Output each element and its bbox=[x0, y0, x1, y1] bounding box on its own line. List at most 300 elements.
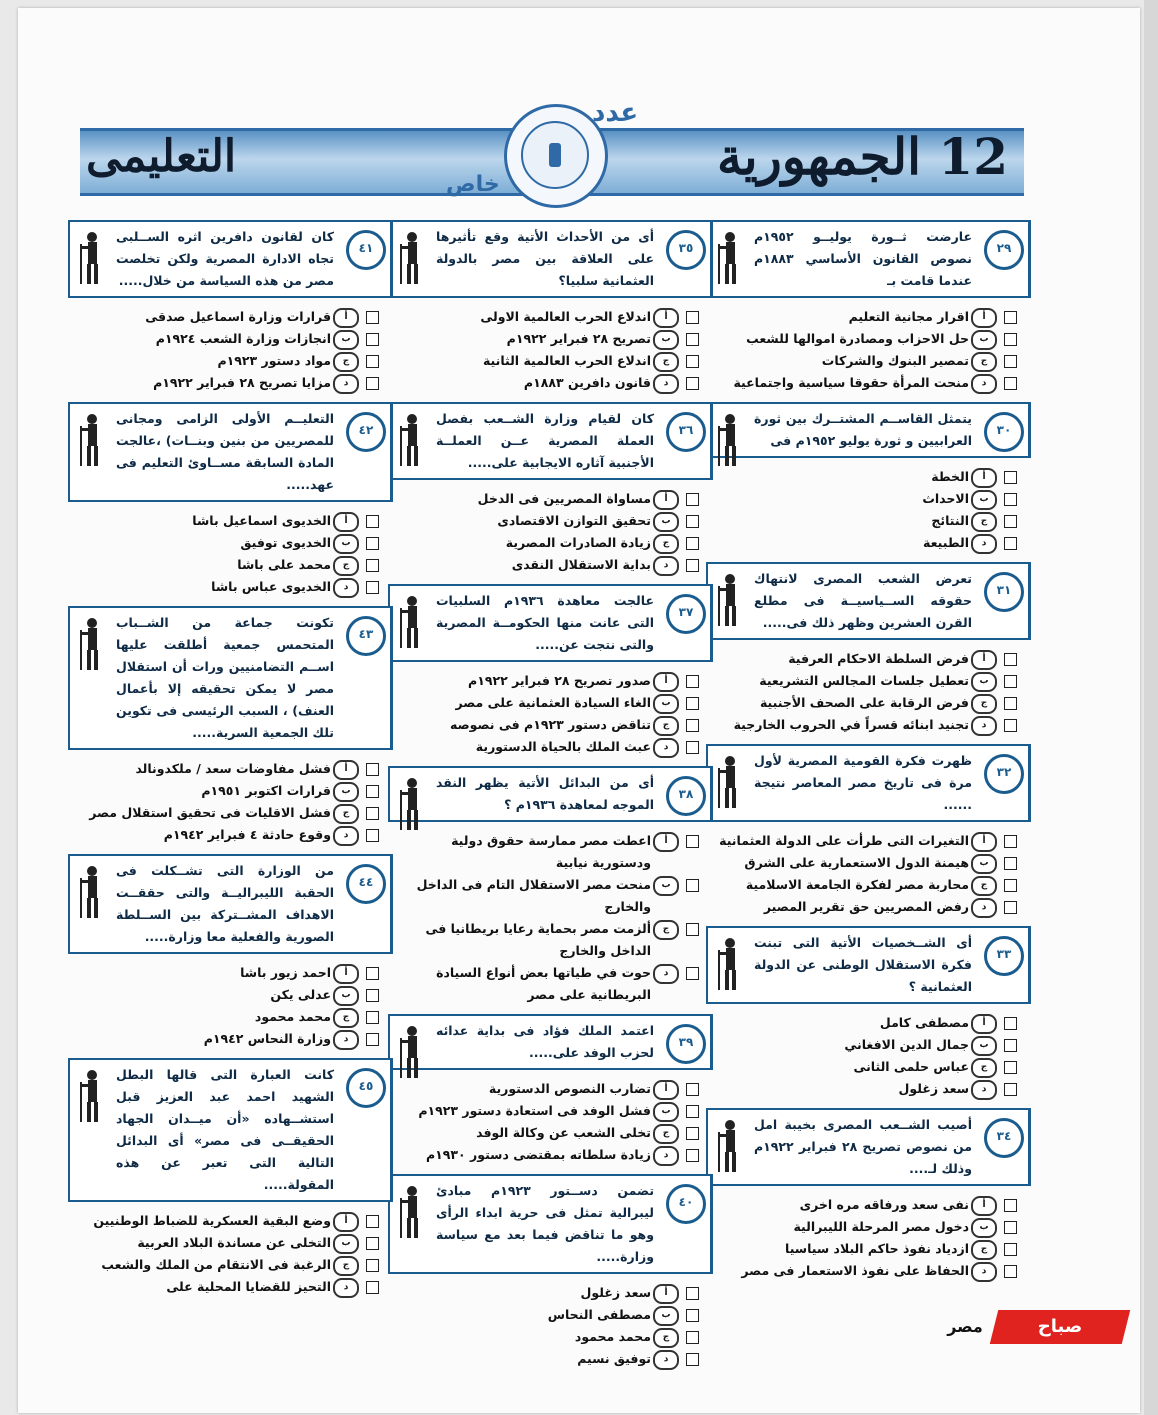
answer-option[interactable] bbox=[388, 670, 713, 692]
options-list bbox=[388, 670, 713, 758]
pharaoh-icon bbox=[396, 230, 426, 286]
checkbox-icon[interactable] bbox=[1004, 653, 1017, 666]
checkbox-icon[interactable] bbox=[366, 785, 379, 798]
option-text: فشل الاقليات فى تحقيق استقلال مصر bbox=[89, 805, 331, 820]
option-text: تخلى الشعب عن وكالة الوفد bbox=[476, 1125, 651, 1140]
checkbox-icon[interactable] bbox=[366, 763, 379, 776]
option-letter: أ bbox=[653, 1080, 679, 1100]
question-text: يتمثل القاســم المشتــرك بين ثورة العرابيين و ثورة يوليو ١٩٥٢م فى bbox=[754, 411, 972, 448]
checkbox-icon[interactable] bbox=[1004, 1221, 1017, 1234]
pharaoh-icon bbox=[396, 776, 426, 832]
column-middle bbox=[388, 220, 713, 1378]
option-text: زيادة سلطاته بمقتضى دستور ١٩٣٠م bbox=[425, 1147, 651, 1162]
question-text: أصيب الشــعب المصرى بخيبة امل من نصوص تصريح ٢٨ فبراير ١٩٢٢م وذلك لـ.... bbox=[754, 1117, 972, 1176]
answer-option[interactable] bbox=[388, 1144, 713, 1166]
question-number-badge: ٤٢ bbox=[346, 412, 386, 452]
option-letter: ج bbox=[333, 556, 359, 576]
option-letter: ب bbox=[333, 1234, 359, 1254]
header-adad: عدد bbox=[592, 98, 639, 128]
question-box bbox=[706, 402, 1031, 458]
answer-option[interactable] bbox=[68, 350, 393, 372]
option-letter: ب bbox=[333, 782, 359, 802]
option-text: تمصير البنوك والشركات bbox=[821, 353, 969, 368]
option-letter: د bbox=[971, 1080, 997, 1100]
answer-option[interactable] bbox=[706, 1056, 1031, 1078]
option-letter: د bbox=[653, 1146, 679, 1166]
answer-option[interactable] bbox=[388, 554, 713, 576]
answer-option[interactable] bbox=[68, 824, 393, 846]
checkbox-icon[interactable] bbox=[366, 377, 379, 390]
answer-option[interactable] bbox=[706, 1194, 1031, 1216]
answer-option[interactable] bbox=[706, 852, 1031, 874]
checkbox-icon[interactable] bbox=[366, 989, 379, 1002]
option-text: سعد زغلول bbox=[898, 1081, 969, 1096]
option-letter: ب bbox=[971, 490, 997, 510]
checkbox-icon[interactable] bbox=[1004, 1061, 1017, 1074]
pharaoh-icon bbox=[76, 412, 106, 468]
options-list bbox=[388, 1282, 713, 1370]
option-letter: ج bbox=[971, 694, 997, 714]
option-text: تجنيد ابنائه قسراً في الحروب الخارجية bbox=[733, 717, 969, 732]
answer-option[interactable] bbox=[388, 1326, 713, 1348]
option-text: وقوع حادثة ٤ فبراير ١٩٤٢م bbox=[163, 827, 331, 842]
checkbox-icon[interactable] bbox=[686, 311, 699, 324]
option-letter: ب bbox=[971, 854, 997, 874]
answer-option[interactable] bbox=[706, 874, 1031, 896]
question-number-badge: ٣٤ bbox=[984, 1118, 1024, 1158]
option-letter: ج bbox=[653, 1124, 679, 1144]
answer-option[interactable] bbox=[706, 648, 1031, 670]
answer-option[interactable] bbox=[388, 1078, 713, 1100]
answer-option[interactable] bbox=[706, 488, 1031, 510]
question-text: تعرض الشعب المصرى لانتهاك حقوقه الســياسيــة فى مطلع القرن العشرين وظهر ذلك فى..... bbox=[754, 571, 972, 630]
checkbox-icon[interactable] bbox=[686, 1287, 699, 1300]
question-text: أى من البدائل الأتية يظهر النقد الموجه لمعاهدة ١٩٣٦م ؟ bbox=[436, 775, 654, 812]
question-text: اعتمد الملك فؤاد فى بداية عدائه لحزب الوفد على..... bbox=[436, 1023, 654, 1060]
question-box bbox=[388, 584, 713, 662]
checkbox-icon[interactable] bbox=[1004, 1083, 1017, 1096]
checkbox-icon[interactable] bbox=[366, 807, 379, 820]
eagle-icon bbox=[549, 143, 561, 167]
answer-option[interactable] bbox=[68, 1254, 393, 1276]
checkbox-icon[interactable] bbox=[686, 1083, 699, 1096]
option-text: نفى سعد ورفاقه مره اخرى bbox=[799, 1197, 969, 1212]
option-letter: أ bbox=[971, 308, 997, 328]
pharaoh-icon bbox=[76, 616, 106, 672]
option-letter: د bbox=[653, 1350, 679, 1370]
checkbox-icon[interactable] bbox=[686, 1309, 699, 1322]
question-number-badge: ٤١ bbox=[346, 230, 386, 270]
question-number-badge: ٤٠ bbox=[666, 1184, 706, 1224]
answer-option[interactable] bbox=[388, 1348, 713, 1370]
checkbox-icon[interactable] bbox=[366, 1033, 379, 1046]
answer-option[interactable] bbox=[388, 918, 713, 962]
checkbox-icon[interactable] bbox=[686, 559, 699, 572]
answer-option[interactable] bbox=[388, 714, 713, 736]
options-list bbox=[706, 306, 1031, 394]
checkbox-icon[interactable] bbox=[686, 1353, 699, 1366]
pharaoh-icon bbox=[76, 864, 106, 920]
answer-option[interactable] bbox=[388, 1100, 713, 1122]
question-box bbox=[388, 766, 713, 822]
question-text: عالجت معاهدة ١٩٣٦م السلبيات التى عانت منها الحكومــة المصرية والتى نتجت عن..... bbox=[436, 593, 654, 652]
checkbox-icon[interactable] bbox=[1004, 1265, 1017, 1278]
option-letter: د bbox=[653, 964, 679, 984]
options-list bbox=[68, 1210, 393, 1298]
checkbox-icon[interactable] bbox=[1004, 675, 1017, 688]
options-list bbox=[388, 306, 713, 394]
checkbox-icon[interactable] bbox=[1004, 719, 1017, 732]
answer-option[interactable] bbox=[706, 466, 1031, 488]
pharaoh-icon bbox=[714, 572, 744, 628]
checkbox-icon[interactable] bbox=[686, 719, 699, 732]
option-text: فرض السلطة الاحكام العرفية bbox=[788, 651, 969, 666]
question-text: تضمن دســتور ١٩٢٣م مبادئ ليبرالية تمثل فى حرية ابداء الرأى وهو ما تناقض فيما بعد مع سياسة وزارة..... bbox=[436, 1183, 655, 1264]
pharaoh-icon bbox=[396, 594, 426, 650]
option-text: قرارات وزارة اسماعيل صدقى bbox=[145, 309, 331, 324]
answer-option[interactable] bbox=[706, 1216, 1031, 1238]
checkbox-icon[interactable] bbox=[1004, 697, 1017, 710]
watermark-brand2: مصر bbox=[947, 1317, 983, 1336]
options-list bbox=[388, 1078, 713, 1166]
checkbox-icon[interactable] bbox=[686, 741, 699, 754]
option-text: فشل الوفد فى استعادة دستور ١٩٢٣م bbox=[418, 1103, 651, 1118]
checkbox-icon[interactable] bbox=[1004, 1039, 1017, 1052]
option-text: عباس حلمى الثانى bbox=[853, 1059, 969, 1074]
answer-option[interactable] bbox=[706, 372, 1031, 394]
option-letter: ب bbox=[653, 512, 679, 532]
option-text: الخديوى توفيق bbox=[240, 535, 331, 550]
checkbox-icon[interactable] bbox=[1004, 1017, 1017, 1030]
pharaoh-icon bbox=[714, 754, 744, 810]
answer-option[interactable] bbox=[706, 306, 1031, 328]
option-letter: أ bbox=[333, 964, 359, 984]
option-letter: ج bbox=[653, 352, 679, 372]
answer-option[interactable] bbox=[388, 488, 713, 510]
checkbox-icon[interactable] bbox=[366, 311, 379, 324]
option-text: جمال الدين الافغاني bbox=[844, 1037, 969, 1052]
answer-option[interactable] bbox=[706, 1012, 1031, 1034]
question-number-badge: ٣٩ bbox=[666, 1024, 706, 1064]
option-text: قرارات اكتوبر ١٩٥١م bbox=[201, 783, 331, 798]
checkbox-icon[interactable] bbox=[366, 515, 379, 528]
answer-option[interactable] bbox=[706, 1078, 1031, 1100]
checkbox-icon[interactable] bbox=[366, 581, 379, 594]
option-text: اندلاع الحرب العالمية الثانية bbox=[482, 353, 651, 368]
column-left bbox=[68, 220, 393, 1306]
option-letter: أ bbox=[653, 490, 679, 510]
header-banner bbox=[80, 98, 1024, 206]
option-text: النتائج bbox=[931, 513, 969, 528]
answer-option[interactable] bbox=[706, 1260, 1031, 1282]
answer-option[interactable] bbox=[388, 306, 713, 328]
question-number-badge: ٣٣ bbox=[984, 936, 1024, 976]
question-number-badge: ٣١ bbox=[984, 572, 1024, 612]
answer-option[interactable] bbox=[388, 830, 713, 874]
checkbox-icon[interactable] bbox=[366, 1011, 379, 1024]
question-number-badge: ٣٨ bbox=[666, 776, 706, 816]
option-letter: أ bbox=[653, 308, 679, 328]
answer-option[interactable] bbox=[388, 736, 713, 758]
question-box bbox=[68, 220, 393, 298]
answer-option[interactable] bbox=[68, 372, 393, 394]
option-text: وضع البقية العسكرية للضباط الوطنيين bbox=[93, 1213, 331, 1228]
checkbox-icon[interactable] bbox=[1004, 333, 1017, 346]
option-text: محمد على باشا bbox=[237, 557, 331, 572]
answer-option[interactable] bbox=[388, 350, 713, 372]
option-letter: ج bbox=[971, 876, 997, 896]
option-letter: أ bbox=[333, 760, 359, 780]
options-list bbox=[68, 758, 393, 846]
question-text: تكونت جماعة من الشــباب المتحمس جمعية أطلقت عليها اســم التضامنيين ورات أن استقلال مصر لا يمكن تحقيقه إلا بأعمال العنف) ، السبب الرئيسى فى تكوين تلك الجمعية السرية..... bbox=[116, 615, 334, 740]
option-letter: د bbox=[653, 374, 679, 394]
checkbox-icon[interactable] bbox=[1004, 1199, 1017, 1212]
answer-option[interactable] bbox=[388, 328, 713, 350]
option-text: ألزمت مصر بحماية رعايا بريطانيا فى الداخل والخارج bbox=[425, 921, 651, 958]
checkbox-icon[interactable] bbox=[1004, 901, 1017, 914]
answer-option[interactable] bbox=[388, 1122, 713, 1144]
answer-option[interactable] bbox=[68, 1276, 393, 1298]
answer-option[interactable] bbox=[706, 350, 1031, 372]
checkbox-icon[interactable] bbox=[1004, 1243, 1017, 1256]
checkbox-icon[interactable] bbox=[366, 829, 379, 842]
question-box bbox=[706, 562, 1031, 640]
checkbox-icon[interactable] bbox=[366, 1215, 379, 1228]
answer-option[interactable] bbox=[68, 532, 393, 554]
answer-option[interactable] bbox=[68, 510, 393, 532]
question-text: عارضت ثــورة يوليــو ١٩٥٢م نصوص القانون الأساسي ١٨٨٣م عندما قامت بـ bbox=[754, 229, 972, 288]
option-text: عبث الملك بالحياة الدستورية bbox=[475, 739, 651, 754]
checkbox-icon[interactable] bbox=[686, 377, 699, 390]
pharaoh-icon bbox=[76, 230, 106, 286]
checkbox-icon[interactable] bbox=[1004, 515, 1017, 528]
question-number-badge: ٣٢ bbox=[984, 754, 1024, 794]
checkbox-icon[interactable] bbox=[1004, 493, 1017, 506]
question-box bbox=[388, 1014, 713, 1070]
option-text: حوت في طياتها بعض أنواع السيادة البريطانية على مصر bbox=[436, 965, 651, 1002]
checkbox-icon[interactable] bbox=[686, 675, 699, 688]
pharaoh-icon bbox=[396, 412, 426, 468]
checkbox-icon[interactable] bbox=[686, 515, 699, 528]
pharaoh-icon bbox=[396, 1184, 426, 1240]
answer-option[interactable] bbox=[68, 984, 393, 1006]
answer-option[interactable] bbox=[706, 670, 1031, 692]
answer-option[interactable] bbox=[388, 692, 713, 714]
option-letter: ب bbox=[333, 330, 359, 350]
question-number-badge: ٣٧ bbox=[666, 594, 706, 634]
pharaoh-icon bbox=[714, 230, 744, 286]
checkbox-icon[interactable] bbox=[686, 967, 699, 980]
options-list bbox=[706, 648, 1031, 736]
answer-option[interactable] bbox=[706, 830, 1031, 852]
option-letter: ب bbox=[653, 694, 679, 714]
option-letter: أ bbox=[971, 468, 997, 488]
answer-option[interactable] bbox=[388, 962, 713, 1006]
checkbox-icon[interactable] bbox=[366, 1259, 379, 1272]
checkbox-icon[interactable] bbox=[366, 967, 379, 980]
question-text: من الوزارة التى تشــكلت فى الحقبة الليبراليــة والتى حققــت الاهداف المشــتركة بين الســلطة الصورية والفعلية معا وزارة..... bbox=[116, 863, 334, 944]
answer-option[interactable] bbox=[68, 1006, 393, 1028]
checkbox-icon[interactable] bbox=[686, 1331, 699, 1344]
option-letter: ج bbox=[971, 1058, 997, 1078]
question-box bbox=[706, 1108, 1031, 1186]
question-text: أى الشــخصيات الأتية التى تبنت فكرة الاستقلال الوطنى عن الدولة العثمانية ؟ bbox=[754, 935, 972, 994]
question-box bbox=[388, 220, 713, 298]
answer-option[interactable] bbox=[706, 532, 1031, 554]
answer-option[interactable] bbox=[68, 962, 393, 984]
answer-option[interactable] bbox=[706, 1238, 1031, 1260]
checkbox-icon[interactable] bbox=[686, 1149, 699, 1162]
option-text: هيمنة الدول الاستعمارية على الشرق bbox=[744, 855, 969, 870]
question-box bbox=[706, 220, 1031, 298]
answer-option[interactable] bbox=[706, 328, 1031, 350]
checkbox-icon[interactable] bbox=[1004, 537, 1017, 550]
checkbox-icon[interactable] bbox=[686, 333, 699, 346]
option-text: زيادة الصادرات المصرية bbox=[505, 535, 651, 550]
option-letter: أ bbox=[333, 512, 359, 532]
answer-option[interactable] bbox=[68, 306, 393, 328]
answer-option[interactable] bbox=[68, 802, 393, 824]
option-text: تناقض دستور ١٩٢٣م فى نصوصه bbox=[449, 717, 651, 732]
answer-option[interactable] bbox=[68, 758, 393, 780]
option-text: مصطفى النحاس bbox=[547, 1307, 651, 1322]
answer-option[interactable] bbox=[68, 1210, 393, 1232]
checkbox-icon[interactable] bbox=[686, 697, 699, 710]
checkbox-icon[interactable] bbox=[366, 1281, 379, 1294]
answer-option[interactable] bbox=[388, 874, 713, 918]
option-letter: د bbox=[971, 716, 997, 736]
option-letter: أ bbox=[971, 650, 997, 670]
options-list bbox=[68, 510, 393, 598]
answer-option[interactable] bbox=[68, 1232, 393, 1254]
option-text: بداية الاستقلال النقدى bbox=[511, 557, 651, 572]
option-letter: ب bbox=[971, 672, 997, 692]
checkbox-icon[interactable] bbox=[1004, 311, 1017, 324]
options-list bbox=[706, 830, 1031, 918]
answer-option[interactable] bbox=[68, 554, 393, 576]
option-text: حل الاحزاب ومصادرة اموالها للشعب bbox=[746, 331, 969, 346]
checkbox-icon[interactable] bbox=[686, 493, 699, 506]
answer-option[interactable] bbox=[388, 1304, 713, 1326]
checkbox-icon[interactable] bbox=[686, 923, 699, 936]
option-text: الخطة bbox=[931, 469, 969, 484]
option-letter: ج bbox=[653, 1328, 679, 1348]
answer-option[interactable] bbox=[706, 896, 1031, 918]
checkbox-icon[interactable] bbox=[1004, 857, 1017, 870]
option-letter: ج bbox=[971, 352, 997, 372]
option-text: الخديوى عباس باشا bbox=[211, 579, 331, 594]
option-text: اقرار مجانية التعليم bbox=[848, 309, 969, 324]
option-text: مصطفى كامل bbox=[879, 1015, 969, 1030]
checkbox-icon[interactable] bbox=[686, 835, 699, 848]
option-letter: ب bbox=[971, 330, 997, 350]
options-list bbox=[706, 1012, 1031, 1100]
checkbox-icon[interactable] bbox=[686, 537, 699, 550]
answer-option[interactable] bbox=[388, 532, 713, 554]
question-number-badge: ٤٣ bbox=[346, 616, 386, 656]
option-letter: د bbox=[971, 1262, 997, 1282]
option-letter: د bbox=[333, 578, 359, 598]
checkbox-icon[interactable] bbox=[366, 559, 379, 572]
answer-option[interactable] bbox=[388, 1282, 713, 1304]
newspaper-page bbox=[18, 8, 1140, 1413]
question-box bbox=[68, 1058, 393, 1202]
option-letter: أ bbox=[653, 832, 679, 852]
answer-option[interactable] bbox=[706, 714, 1031, 736]
options-list bbox=[68, 962, 393, 1050]
checkbox-icon[interactable] bbox=[1004, 377, 1017, 390]
question-number-badge: ٣٦ bbox=[666, 412, 706, 452]
pharaoh-icon bbox=[714, 936, 744, 992]
question-text: أى من الأحداث الأتية وقع تأثيرها على العلاقة بين مصر بالدولة العثمانية سلبيا؟ bbox=[436, 229, 654, 288]
option-letter: ب bbox=[653, 1306, 679, 1326]
option-text: مساواة المصريين فى الدخل bbox=[477, 491, 651, 506]
answer-option[interactable] bbox=[706, 692, 1031, 714]
question-box bbox=[706, 926, 1031, 1004]
column-right bbox=[706, 220, 1031, 1290]
option-letter: ج bbox=[333, 352, 359, 372]
checkbox-icon[interactable] bbox=[686, 1105, 699, 1118]
checkbox-icon[interactable] bbox=[1004, 879, 1017, 892]
options-list bbox=[706, 466, 1031, 554]
answer-option[interactable] bbox=[68, 328, 393, 350]
checkbox-icon[interactable] bbox=[1004, 471, 1017, 484]
option-letter: أ bbox=[333, 308, 359, 328]
checkbox-icon[interactable] bbox=[686, 1127, 699, 1140]
option-letter: د bbox=[653, 556, 679, 576]
answer-option[interactable] bbox=[388, 372, 713, 394]
option-letter: ب bbox=[333, 986, 359, 1006]
option-letter: د bbox=[333, 826, 359, 846]
option-text: اعطت مصر ممارسة حقوق دولية ودستورية نيابية bbox=[451, 833, 651, 870]
option-letter: ج bbox=[653, 920, 679, 940]
checkbox-icon[interactable] bbox=[686, 355, 699, 368]
option-letter: أ bbox=[971, 1014, 997, 1034]
question-box bbox=[68, 606, 393, 750]
checkbox-icon[interactable] bbox=[366, 333, 379, 346]
question-text: كان لقانون دافرين اثره الســلبى تجاه الادارة المصرية ولكن تخلصت مصر من هذه السياسة من خلال..... bbox=[116, 229, 334, 288]
checkbox-icon[interactable] bbox=[366, 355, 379, 368]
question-box bbox=[388, 402, 713, 480]
option-text: دخول مصر المرحلة الليبرالية bbox=[793, 1219, 969, 1234]
option-letter: د bbox=[333, 1278, 359, 1298]
answer-option[interactable] bbox=[68, 576, 393, 598]
header-khas: خاص bbox=[446, 172, 500, 197]
checkbox-icon[interactable] bbox=[366, 1237, 379, 1250]
options-list bbox=[388, 830, 713, 1006]
pharaoh-icon bbox=[714, 1118, 744, 1174]
option-text: مواد دستور ١٩٢٣م bbox=[217, 353, 331, 368]
checkbox-icon[interactable] bbox=[1004, 835, 1017, 848]
option-text: التخلى عن مساندة البلاد العربية bbox=[137, 1235, 331, 1250]
pharaoh-icon bbox=[714, 412, 744, 468]
checkbox-icon[interactable] bbox=[686, 879, 699, 892]
answer-option[interactable] bbox=[68, 1028, 393, 1050]
question-text: التعليــم الأولى الزامى ومجانى للمصريين من بنين وبنــات) ،عالجت المادة السابقة مســاوئ التعليم فى عهد..... bbox=[116, 411, 334, 492]
answer-option[interactable] bbox=[706, 510, 1031, 532]
option-text: وزارة النحاس ١٩٤٢م bbox=[203, 1031, 331, 1046]
option-text: فشل مفاوضات سعد / ملكدونالد bbox=[135, 761, 331, 776]
checkbox-icon[interactable] bbox=[366, 537, 379, 550]
answer-option[interactable] bbox=[68, 780, 393, 802]
checkbox-icon[interactable] bbox=[1004, 355, 1017, 368]
answer-option[interactable] bbox=[706, 1034, 1031, 1056]
question-box bbox=[388, 1174, 713, 1274]
question-box bbox=[68, 402, 393, 502]
option-letter: أ bbox=[653, 1284, 679, 1304]
options-list bbox=[68, 306, 393, 394]
answer-option[interactable] bbox=[388, 510, 713, 532]
